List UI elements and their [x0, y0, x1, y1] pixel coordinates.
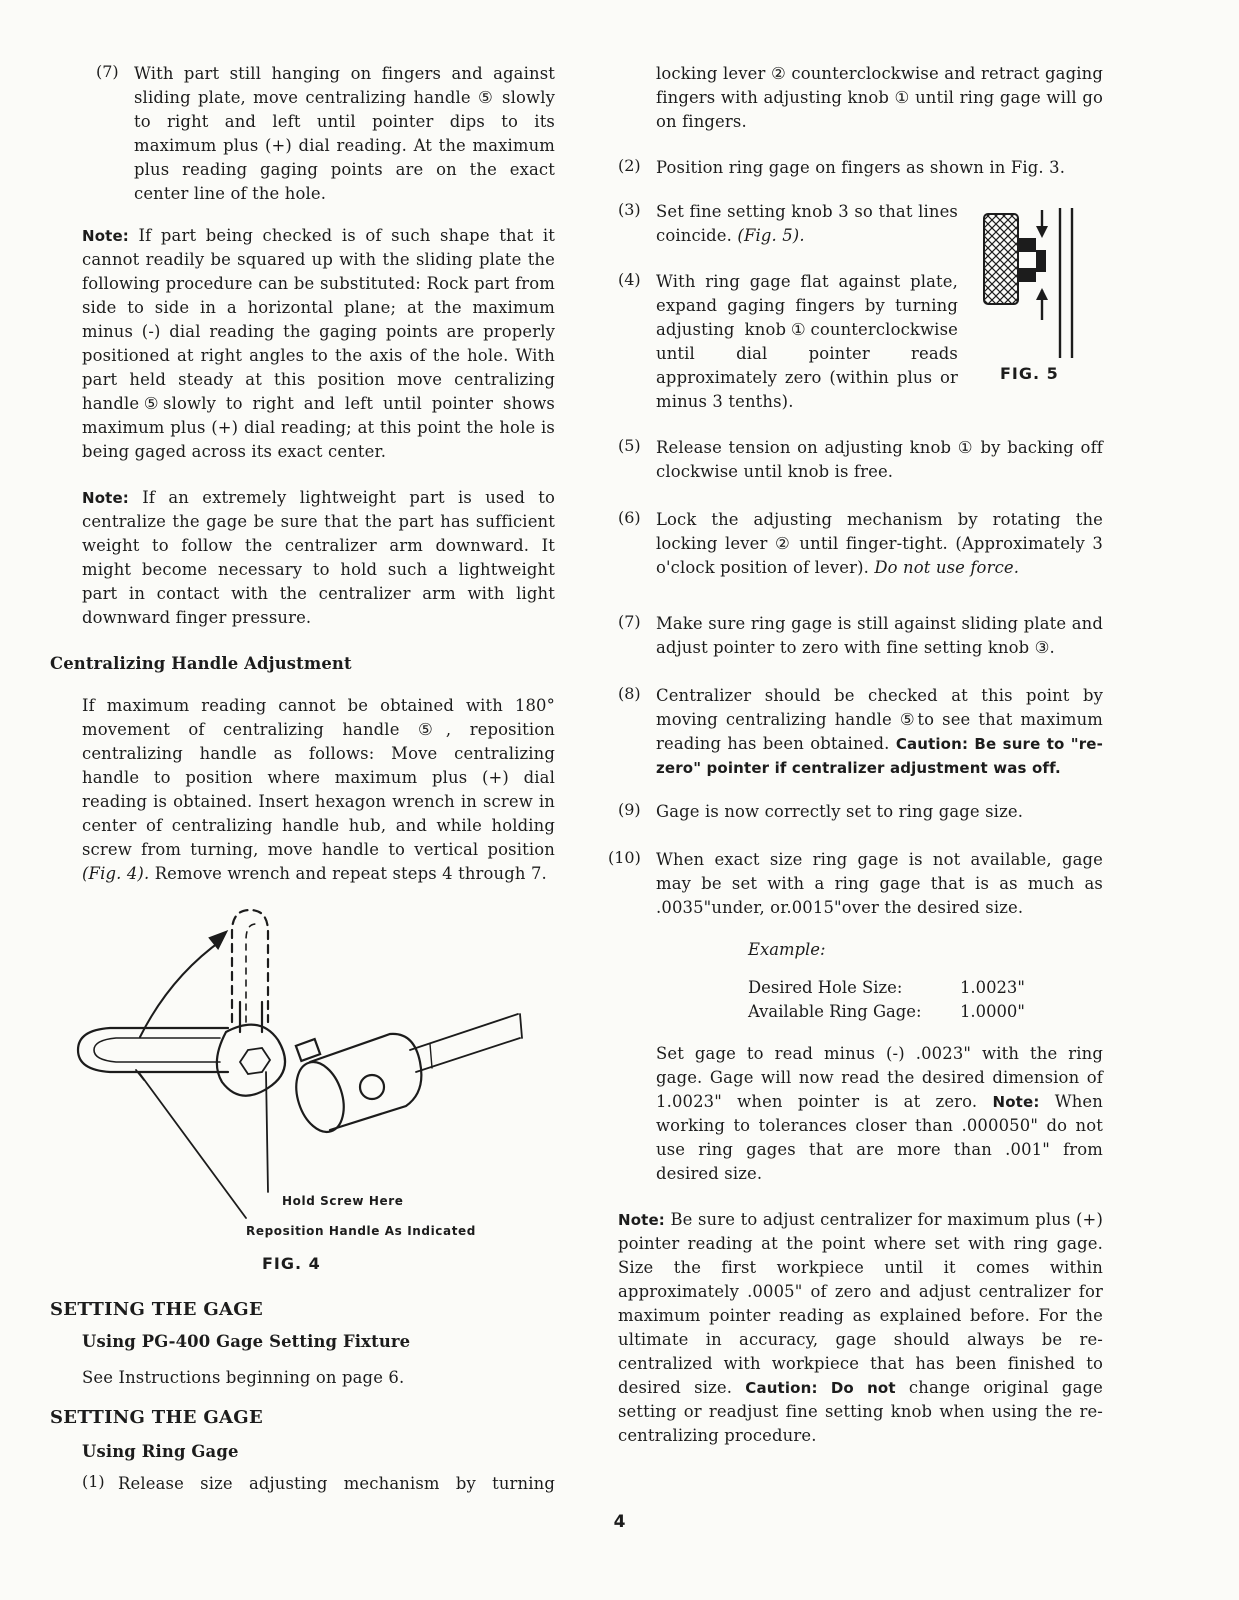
note-paragraph-2 [50, 486, 555, 630]
set-gage-text: Set gage to read minus (-) .0023" with the ring gage. Gage will now read the desired dimension of 1.0023" when pointer is at zero. [656, 1044, 1103, 1111]
ring-step-7 [618, 612, 1103, 660]
ring-step-5 [618, 436, 1103, 484]
step-number: (5) [618, 436, 641, 455]
step-number: (2) [618, 156, 641, 175]
example-row [748, 1000, 1103, 1024]
caution-text: Caution: Be sure to "re-zero" pointer if centralizer adjustment was off. [656, 735, 1103, 777]
ring-step-8 [618, 684, 1103, 780]
page-number: 4 [613, 1512, 626, 1532]
step-number: (7) [96, 62, 119, 81]
fig-reference: (Fig. 5). [737, 226, 805, 245]
caution-text: Caution: Do not [745, 1379, 896, 1397]
note-text: If part being checked is of such shape that it cannot readily be squared up with the sliding plate the following procedure can be substituted: Rock part from side to side in a horizontal plane; at the maximum minus (-) dial reading the gaging points are properly positioned at right angles to the axis of the hole. With part held steady at this position move centralizing handle⑤slowly to right and left until pointer shows maximum plus (+) dial reading; at this point the hole is being gaged across its exact center. [82, 226, 555, 461]
setting-heading-1: SETTING THE GAGE [50, 1299, 263, 1320]
left-step-7 [50, 62, 555, 206]
final-note-text: Be sure to adjust centralizer for maximum plus (+) pointer reading at the point where set with ring gage. Size the first workpiece until it comes within approximately .0005" of zero and adjust centralizer for maximum pointer reading as explained before. For the ultimate in accuracy, gage should always be re-centralized with workpiece that has been finished to desired size. [618, 1210, 1103, 1397]
step-text [656, 200, 958, 248]
ring-step-9 [618, 800, 1103, 824]
step-text [656, 684, 1103, 780]
step-text: Make sure ring gage is still against sliding plate and adjust pointer to zero with fine setting knob ③. [656, 614, 1103, 657]
fig-reference: (Fig. 4). [82, 864, 150, 883]
setting-subheading-1: Using PG-400 Gage Setting Fixture [82, 1332, 411, 1351]
step-text [656, 508, 1103, 580]
setting-heading-2: SETTING THE GAGE [50, 1407, 263, 1428]
right-column [608, 62, 1103, 1448]
hold-screw-callout: Hold Screw Here [282, 1194, 404, 1208]
adjustment-text-end: Remove wrench and repeat steps 4 through 7. [154, 864, 547, 883]
set-gage-note-text: When working to tolerances closer than .000050" do not use ring gages that are more than .001" from desired size. [656, 1092, 1103, 1183]
example-block [748, 938, 1103, 1024]
example-title: Example: [748, 940, 826, 959]
ring-step-1 [50, 1472, 555, 1496]
step-text: Release size adjusting mechanism by turning [118, 1474, 555, 1493]
step-emphasis: Do not use force. [874, 558, 1020, 577]
step-text-main: Set fine setting knob 3 so that lines coincide. [656, 202, 958, 245]
step-number: (4) [618, 270, 641, 289]
adjustment-heading: Centralizing Handle Adjustment [50, 654, 352, 673]
setting-subheading-2: Using Ring Gage [82, 1442, 239, 1461]
step-text-main: Centralizer should be checked at this point by moving centralizing handle ⑤to see that maximum reading has been obtained. [656, 686, 1103, 753]
note-paragraph-1 [50, 224, 555, 464]
note-label: Note: [82, 227, 129, 245]
left-column [50, 62, 555, 1496]
setting-text-1: See Instructions beginning on page 6. [82, 1368, 405, 1387]
set-gage-paragraph [618, 1042, 1103, 1186]
final-note-text-end: change original gage setting or readjust fine setting knob when using the re-centralizing procedure. [618, 1378, 1103, 1445]
note-label: Note: [618, 1211, 665, 1229]
example-value: 1.0023" [960, 978, 1025, 997]
step-text: Position ring gage on fingers as shown in Fig. 3. [656, 158, 1066, 177]
ring-step-2 [618, 156, 1103, 180]
step-text: Release tension on adjusting knob ① by backing off clockwise until knob is free. [656, 438, 1103, 481]
figure-4-label: FIG. 4 [262, 1254, 321, 1273]
ring-step-4 [618, 270, 958, 414]
step-number: (8) [618, 684, 641, 703]
example-row [748, 976, 1103, 1000]
step-number: (3) [618, 200, 641, 219]
example-label: Desired Hole Size: [748, 978, 903, 997]
adjustment-text: If maximum reading cannot be obtained with 180° movement of centralizing handle ⑤, reposition centralizing handle as follows: Move centralizing handle to position where maximum plus (+) dial reading is obtained. Insert hexagon wrench in screw in center of centralizing handle hub, and while holding screw from turning, move handle to vertical position [82, 696, 555, 859]
step-number: (7) [618, 612, 641, 631]
step-number: (6) [618, 508, 641, 527]
ring-step-10 [608, 848, 1103, 920]
step-text: When exact size ring gage is not available, gage may be set with a ring gage that is as much as .0035"under, or.0015"over the desired size. [656, 850, 1103, 917]
adjustment-paragraph [50, 694, 555, 886]
step-text: With ring gage flat against plate, expand gaging fingers by turning adjusting knob①counterclockwise until dial pointer reads approximately zero (within plus or minus 3 tenths). [656, 272, 958, 411]
step-number: (10) [608, 848, 641, 867]
steps-3-4-with-fig5 [618, 200, 1103, 414]
final-note-paragraph [618, 1208, 1103, 1448]
note-label: Note: [82, 489, 129, 507]
step-number: (1) [82, 1472, 105, 1491]
figure-4 [50, 892, 555, 1292]
ring-step-1-continued: locking lever ② counterclockwise and retract gaging fingers with adjusting knob ① until ring gage will go on fingers. [656, 64, 1103, 131]
figure-5-label: FIG. 5 [1000, 364, 1059, 383]
example-value: 1.0000" [960, 1002, 1025, 1021]
note-label: Note: [992, 1093, 1040, 1111]
note-text: If an extremely lightweight part is used to centralize the gage be sure that the part has sufficient weight to follow the centralizer arm downward. It might become necessary to hold such a lightweight part in contact with the centralizer arm with light downward finger pressure. [82, 488, 555, 627]
step-text-main: Lock the adjusting mechanism by rotating the locking lever ② until finger-tight. (Approximately 3 o'clock position of lever). [656, 510, 1103, 577]
step-text: Gage is now correctly set to ring gage size. [656, 802, 1024, 821]
ring-step-6 [618, 508, 1103, 580]
reposition-handle-callout: Reposition Handle As Indicated [246, 1224, 476, 1238]
figure-5-drawing [980, 208, 1080, 368]
step-number: (9) [618, 800, 641, 819]
example-label: Available Ring Gage: [748, 1002, 922, 1021]
step-text: With part still hanging on fingers and against sliding plate, move centralizing handle ⑤ slowly to right and left until pointer dips to its maximum plus (+) dial reading. At the maximum plus reading gaging points are on the exact center line of the hole. [134, 64, 555, 203]
ring-step-3 [618, 200, 958, 248]
